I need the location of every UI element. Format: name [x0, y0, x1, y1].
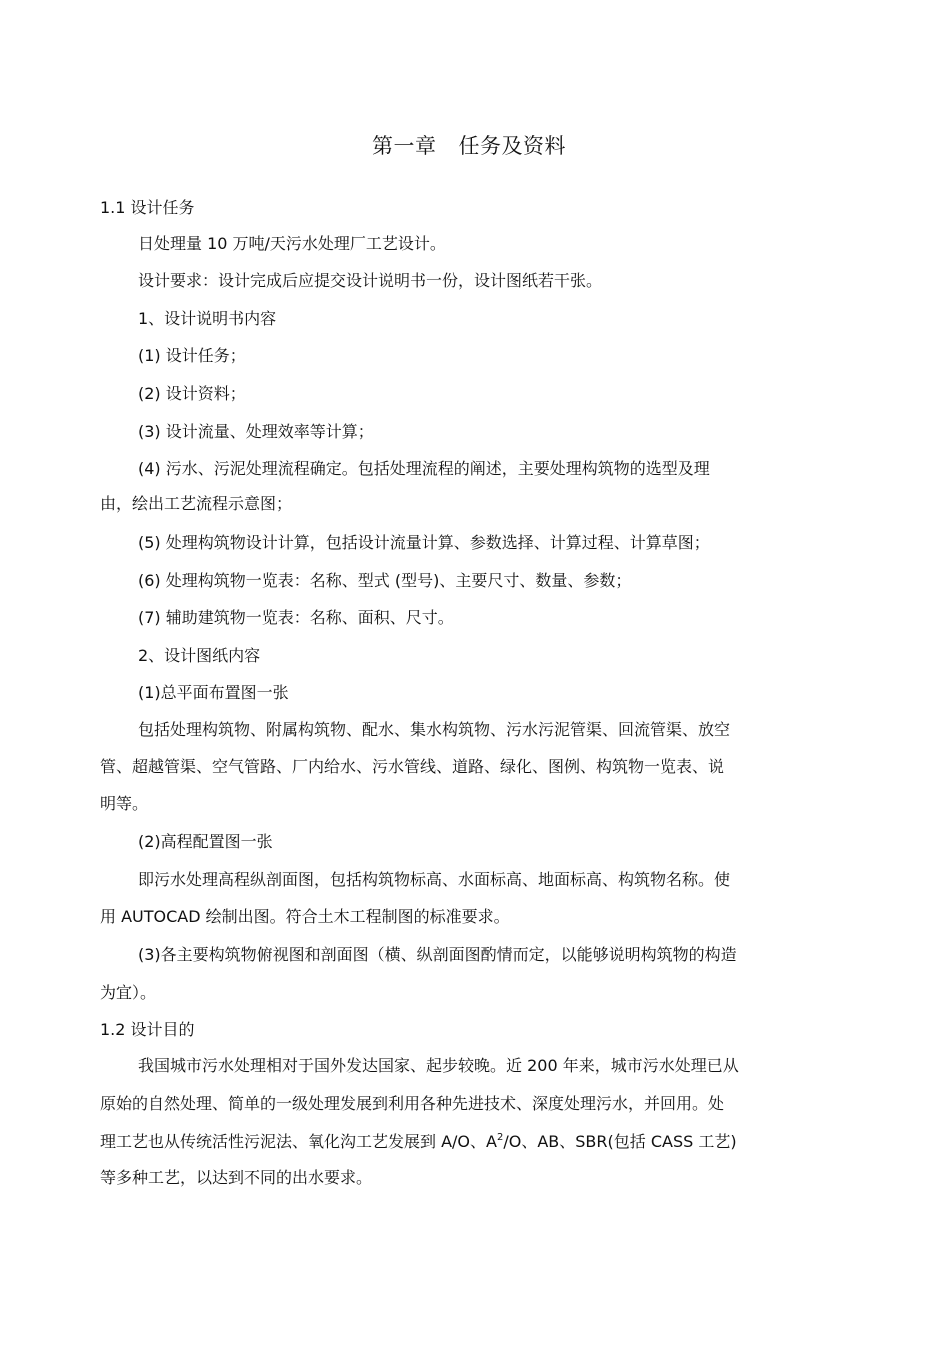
- paragraph-line: 用 AUTOCAD 绘制出图。符合土木工程制图的标准要求。: [100, 907, 510, 926]
- list-heading: 1、设计说明书内容: [138, 309, 277, 328]
- list-item-continuation: 由，绘出工艺流程示意图；: [100, 494, 293, 513]
- chapter-title: [0, 130, 938, 160]
- paragraph-line: 我国城市污水处理相对于国外发达国家、起步较晚。近 200 年来，城市污水处理已从: [138, 1056, 739, 1075]
- list-item: (3)各主要构筑物俯视图和剖面图（横、纵剖面图酌情而定，以能够说明构筑物的构造: [138, 945, 737, 964]
- list-item: (7) 辅助建筑物一览表：名称、面积、尺寸。: [138, 608, 454, 627]
- superscript: 2: [496, 1132, 504, 1143]
- text-run: 理工艺也从传统活性污泥法、氧化沟工艺发展到 A/O、A: [100, 1132, 497, 1151]
- list-item: (2)高程配置图一张: [138, 832, 273, 851]
- section-heading-1-2: 1.2 设计目的: [100, 1020, 195, 1039]
- paragraph-line: 设计要求：设计完成后应提交设计说明书一份，设计图纸若干张。: [138, 271, 603, 290]
- list-item: (4) 污水、污泥处理流程确定。包括处理流程的阐述，主要处理构筑物的选型及理: [138, 459, 710, 478]
- paragraph-line: 原始的自然处理、简单的一级处理发展到利用各种先进技术、深度处理污水，并回用。处: [100, 1094, 725, 1113]
- text-run: /O、AB、SBR(包括 CASS 工艺): [503, 1132, 737, 1151]
- list-item: (1)总平面布置图一张: [138, 683, 289, 702]
- list-item: (1) 设计任务；: [138, 346, 246, 365]
- list-item: (2) 设计资料；: [138, 384, 246, 403]
- list-item-continuation: 为宜）。: [100, 983, 157, 1002]
- chapter-name: 任务及资料: [458, 134, 566, 158]
- paragraph-line: 等多种工艺，以达到不同的出水要求。: [100, 1168, 373, 1187]
- paragraph-line: [100, 1131, 737, 1153]
- list-heading: 2、设计图纸内容: [138, 646, 261, 665]
- paragraph-line: 管、超越管渠、空气管路、厂内给水、污水管线、道路、绿化、图例、构筑物一览表、说: [100, 757, 725, 776]
- list-item: (6) 处理构筑物一览表：名称、型式 (型号)、主要尺寸、数量、参数；: [138, 571, 632, 590]
- paragraph-line: 明等。: [100, 794, 149, 813]
- section-heading-1-1: 1.1 设计任务: [100, 198, 195, 217]
- chapter-number: 第一章: [372, 134, 437, 158]
- paragraph-line: 日处理量 10 万吨/天污水处理厂工艺设计。: [138, 234, 446, 253]
- list-item: (3) 设计流量、处理效率等计算；: [138, 422, 374, 441]
- paragraph-line: 即污水处理高程纵剖面图，包括构筑物标高、水面标高、地面标高、构筑物名称。使: [138, 870, 731, 889]
- list-item: (5) 处理构筑物设计计算，包括设计流量计算、参数选择、计算过程、计算草图；: [138, 533, 710, 552]
- paragraph-line: 包括处理构筑物、附属构筑物、配水、集水构筑物、污水污泥管渠、回流管渠、放空: [138, 720, 731, 739]
